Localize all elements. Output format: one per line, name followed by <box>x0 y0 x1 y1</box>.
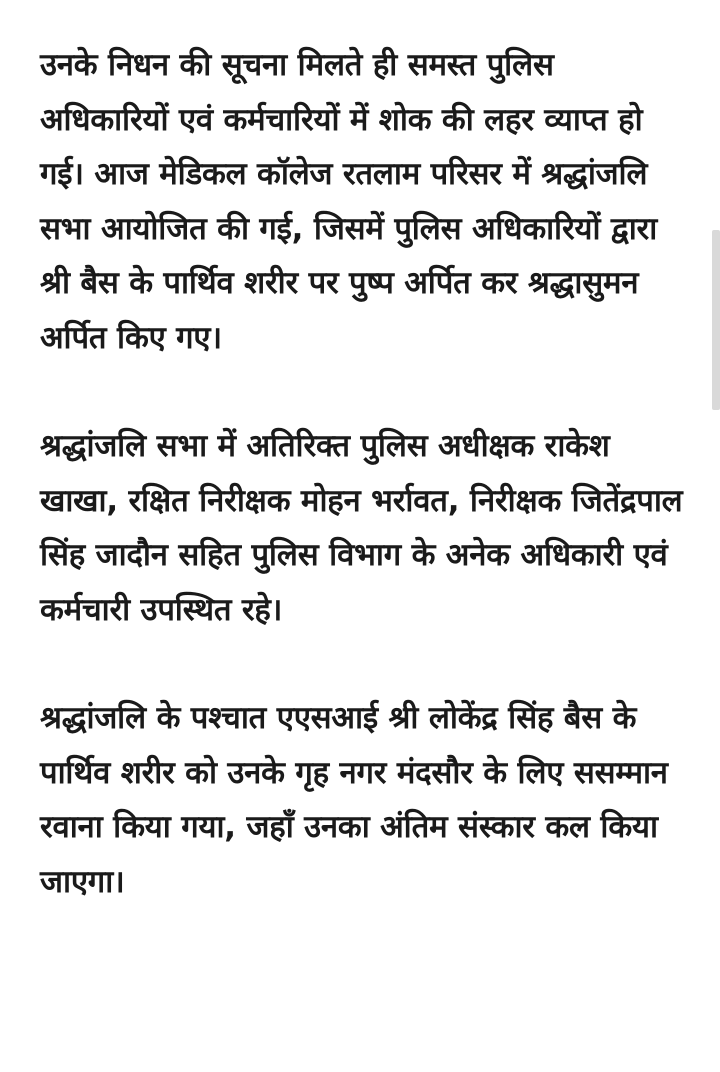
article-paragraph-2: श्रद्धांजलि सभा में अतिरिक्त पुलिस अधीक्षक राकेश खाखा, रक्षित निरीक्षक मोहन भर्रावत, निरीक्षक जितेंद्रपाल सिंह जादौन सहित पुलिस विभाग के अनेक अधिकारी एवं कर्मचारी उपस्थित रहे। <box>40 428 683 628</box>
article-paragraph-1: उनके निधन की सूचना मिलते ही समस्त पुलिस अधिकारियों एवं कर्मचारियों में शोक की लहर व्याप्त हो गई। आज मेडिकल कॉलेज रतलाम परिसर में श्रद्धांजलि सभा आयोजित की गई, जिसमें पुलिस अधिकारियों द्वारा श्री बैस के पार्थिव शरीर पर पुष्प अर्पित कर श्रद्धासुमन अर्पित किए गए। <box>40 47 658 356</box>
article-paragraph-3: श्रद्धांजलि के पश्चात एएसआई श्री लोकेंद्र सिंह बैस के पार्थिव शरीर को उनके गृह नगर मंदसौर के लिए ससम्मान रवाना किया गया, जहाँ उनका अंतिम संस्कार कल किया जाएगा। <box>40 700 668 900</box>
article-body <box>40 38 688 909</box>
scrollbar-thumb[interactable] <box>712 230 720 410</box>
